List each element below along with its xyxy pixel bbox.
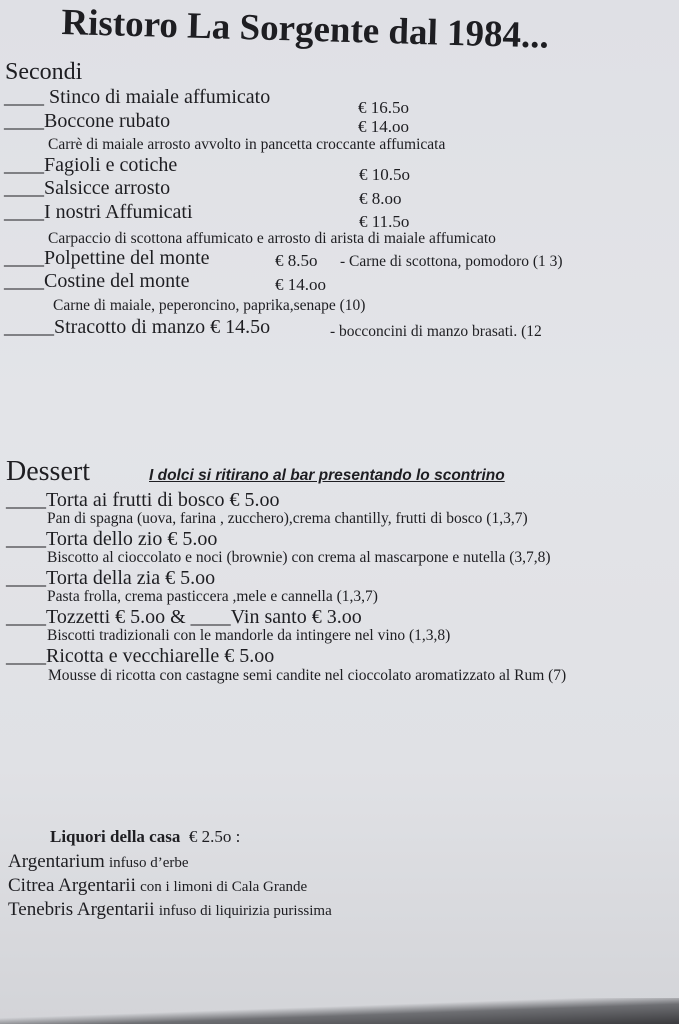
- item-price: € 16.5o: [358, 98, 409, 117]
- menu-item: ____Boccone rubato: [4, 110, 171, 132]
- menu-item: ____I nostri Affumicati: [4, 201, 193, 223]
- item-price: € 14.oo: [358, 117, 409, 136]
- menu-item: ____Polpettine del monte: [4, 247, 210, 269]
- menu-item: ____Fagioli e cotiche: [4, 154, 178, 176]
- item-description: Pan di spagna (uova, farina , zucchero),crema chantilly, frutti di bosco (1,3,7): [47, 510, 528, 527]
- menu-title: Ristoro La Sorgente dal 1984...: [60, 2, 550, 57]
- item-description: Biscotto al cioccolato e noci (brownie) con crema al mascarpone e nutella (3,7,8): [47, 549, 551, 566]
- menu-item: ____Salsicce arrosto: [4, 177, 171, 199]
- liquore-item: Argentarium infuso d’erbe: [8, 851, 189, 872]
- item-price: € 8.oo: [359, 189, 402, 208]
- item-description: Carpaccio di scottona affumicato e arrosto di arista di maiale affumicato: [48, 230, 496, 247]
- item-price: € 11.5o: [359, 212, 410, 231]
- item-description: Pasta frolla, crema pasticcera ,mele e cannella (1,3,7): [47, 588, 378, 605]
- menu-item: ____Torta dello zio € 5.oo: [6, 528, 218, 550]
- menu-item: ____Ricotta e vecchiarelle € 5.oo: [6, 645, 275, 667]
- liquori-heading: Liquori della casa € 2.5o :: [50, 827, 241, 846]
- dessert-note: I dolci si ritirano al bar presentando lo scontrino: [149, 467, 505, 484]
- item-description: Carrè di maiale arrosto avvolto in pancetta croccante affumicata: [48, 136, 446, 153]
- item-description: Biscotti tradizionali con le mandorle da intingere nel vino (1,3,8): [47, 627, 451, 644]
- table-edge: [0, 998, 679, 1024]
- item-price: € 14.oo: [275, 275, 326, 294]
- menu-item: ____Torta della zia € 5.oo: [6, 567, 216, 589]
- item-description: - bocconcini di manzo brasati. (12: [330, 323, 542, 340]
- menu-item: _____Stracotto di manzo € 14.5o: [4, 316, 271, 338]
- item-description: Carne di maiale, peperoncino, paprika,senape (10): [53, 297, 366, 314]
- liquore-item: Tenebris Argentarii infuso di liquirizia purissima: [8, 899, 332, 920]
- menu-item: ____ Stinco di maiale affumicato: [4, 86, 271, 108]
- item-description: - Carne di scottona, pomodoro (1 3): [340, 253, 563, 270]
- liquore-item: Citrea Argentarii con i limoni di Cala Grande: [8, 875, 308, 896]
- item-price: € 10.5o: [359, 165, 410, 184]
- dessert-heading: Dessert: [6, 456, 90, 487]
- item-description: Mousse di ricotta con castagne semi candite nel cioccolato aromatizzato al Rum (7): [48, 667, 567, 684]
- secondi-heading: Secondi: [5, 59, 83, 85]
- menu-item: ____Tozzetti € 5.oo & ____Vin santo € 3.oo: [6, 606, 362, 628]
- menu-item: ____Torta ai frutti di bosco € 5.oo: [6, 489, 280, 511]
- item-price: € 8.5o: [275, 251, 318, 270]
- menu-item: ____Costine del monte: [4, 270, 190, 292]
